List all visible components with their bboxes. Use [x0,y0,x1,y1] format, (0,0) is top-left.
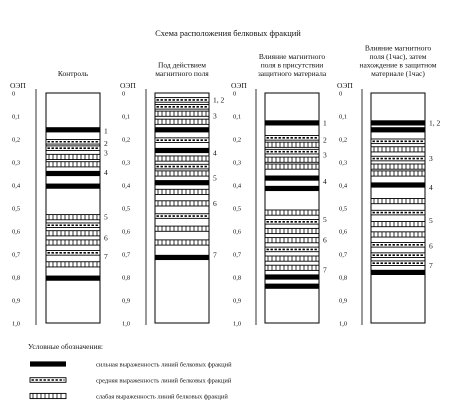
band-weak [265,164,319,169]
tick-label: 0,2 [122,136,131,144]
column-1 [10,69,108,328]
column-title-line: защитного материала [257,69,327,78]
fraction-number: 6 [104,233,108,243]
band-strong [265,176,319,181]
tick-label: 0,2 [339,136,348,144]
fraction-number: 3 [213,111,217,121]
tick-label: 0,1 [233,113,242,121]
fraction-number: 2 [104,139,108,149]
band-medium [46,223,100,228]
tick-label: 0,9 [339,297,348,305]
fraction-number: 1 [104,126,108,136]
fraction-number: 3 [104,148,108,158]
tick-label: 1,0 [339,320,348,328]
band-weak [265,228,319,233]
column-4 [337,44,441,328]
tick-label: 0,7 [339,251,348,259]
legend-swatch-weak [30,393,66,398]
band-strong [46,127,100,132]
tick-label: 0,7 [233,251,242,259]
tick-label: 0,3 [339,159,348,167]
band-weak [371,222,425,227]
fraction-number: 7 [213,250,217,260]
band-medium [265,149,319,154]
band-weak [155,156,209,161]
tick-label: 0,3 [122,159,131,167]
tick-label: 0 [12,90,16,98]
tick-label: 0,4 [339,182,348,190]
band-strong [265,186,319,191]
band-strong [265,120,319,125]
column-title-line: Под действием [157,60,207,70]
fraction-number: 1, 2 [429,118,441,128]
band-medium [155,138,209,143]
band-medium [371,243,425,248]
tick-label: 0,6 [12,228,21,236]
tick-label: 0,3 [12,159,21,167]
tick-label: 0,2 [233,136,242,144]
band-medium [371,253,425,258]
axis-label: ОЭП [337,81,353,90]
band-weak [371,147,425,152]
fraction-number: 3 [429,154,433,164]
fraction-number: 3 [323,150,327,160]
tick-label: 0 [233,90,237,98]
axis-label: ОЭП [10,81,26,90]
band-medium [46,251,100,256]
axis-label: ОЭП [120,81,136,90]
tick-label: 0,7 [12,251,21,259]
band-strong [155,180,209,185]
fraction-number: 4 [213,148,217,158]
tick-label: 0,4 [233,182,242,190]
tick-label: 0,4 [122,182,131,190]
tick-label: 0,9 [122,297,131,305]
fraction-number: 6 [429,241,433,251]
band-weak [155,171,209,176]
fraction-number: 7 [104,251,108,261]
band-medium [46,139,100,144]
band-weak [155,189,209,194]
band-medium [371,156,425,161]
band-strong [371,270,425,275]
tick-label: 0,2 [12,136,21,144]
band-weak [46,215,100,220]
band-medium [265,247,319,252]
column-3 [231,52,327,328]
tick-label: 1,0 [12,320,21,328]
band-weak [155,119,209,124]
band-weak [46,162,100,167]
tick-label: 0,6 [339,228,348,236]
tick-label: 0,6 [122,228,131,236]
column-title-line: поля (1час), затем [369,52,427,61]
band-medium [155,105,209,110]
legend-text: сильная выраженность линий белковых фракций [96,361,232,369]
band-weak [155,240,209,245]
band-weak [371,171,425,176]
band-weak [265,210,319,215]
tick-label: 0,7 [122,251,131,259]
tick-label: 0,3 [233,159,242,167]
fraction-number: 6 [323,235,327,245]
band-weak [46,240,100,245]
fraction-number: 5 [104,212,108,222]
column-title-line: Влияние магнитного [364,43,432,53]
fraction-number: 4 [429,182,433,192]
diagram-title: Схема расположения белковых фракций [155,28,301,38]
column-title-line: магнитного поля [155,69,209,78]
tick-label: 0,5 [122,205,131,213]
tick-label: 1,0 [233,320,242,328]
tick-label: 0 [339,90,343,98]
band-weak [46,154,100,159]
band-strong [46,276,100,281]
tick-label: 0,8 [122,274,131,282]
band-strong [371,182,425,187]
band-medium [371,139,425,144]
tick-label: 0,5 [12,205,21,213]
band-strong [371,120,425,125]
column-title-line: материале (1час) [371,69,425,78]
tick-label: 1,0 [122,320,131,328]
band-medium [46,146,100,151]
band-strong [155,127,209,132]
band-medium [155,98,209,103]
legend-swatch-strong [30,361,66,366]
column-2 [120,61,225,328]
band-strong [265,274,319,279]
fraction-number: 7 [323,265,327,275]
tick-label: 0,8 [339,274,348,282]
fraction-number: 2 [323,135,327,145]
band-weak [46,262,100,267]
tick-label: 0 [122,90,126,98]
band-strong [265,284,319,289]
fraction-number: 4 [104,167,108,177]
legend-text: слабая выраженность линий белковых фракций [96,393,228,401]
band-medium [371,210,425,215]
tick-label: 0,5 [339,205,348,213]
band-medium [371,261,425,266]
legend-swatch-medium [30,378,66,383]
column-title-line: Влияние магнитного [258,52,326,61]
fraction-number: 5 [213,173,217,183]
tick-label: 0,9 [233,297,242,305]
fraction-number: 5 [429,216,433,226]
tick-label: 0,9 [12,297,21,305]
fraction-number: 5 [323,215,327,224]
band-weak [265,256,319,261]
tick-label: 0,6 [233,228,242,236]
band-medium [265,136,319,141]
tick-label: 0,8 [12,274,21,282]
tick-label: 0,8 [233,274,242,282]
band-strong [46,184,100,189]
band-strong [371,127,425,132]
band-medium [155,164,209,169]
fraction-number: 7 [429,261,433,270]
legend-heading: Условные обозначения: [28,342,104,351]
column-title-line: поля в присутствии [260,60,324,70]
band-weak [265,142,319,147]
band-weak [265,265,319,270]
axis-label: ОЭП [231,81,247,90]
band-strong [155,255,209,260]
band-medium [155,214,209,219]
column-title-line: Контроль [57,69,89,78]
band-weak [155,111,209,116]
band-weak [155,201,209,206]
fraction-number: 4 [323,177,327,187]
tick-label: 0,1 [12,113,21,121]
band-weak [371,164,425,169]
band-strong [46,171,100,176]
band-weak [371,199,425,204]
band-weak [155,226,209,231]
tick-label: 0,5 [233,205,242,213]
fraction-number: 6 [213,198,217,208]
tick-label: 0,4 [12,182,21,190]
fraction-number: 1 [323,118,327,128]
column-title-line: нахождение в защитном [359,60,437,70]
tick-label: 0,1 [339,113,348,121]
tick-label: 0,1 [122,113,131,121]
legend-text: средняя выраженность линий белковых фракций [96,377,232,385]
band-weak [265,238,319,243]
fraction-number: 1, 2 [213,95,225,105]
band-medium [265,220,319,225]
band-weak [371,232,425,237]
band-weak [265,157,319,162]
band-weak [46,231,100,236]
band-strong [155,148,209,153]
